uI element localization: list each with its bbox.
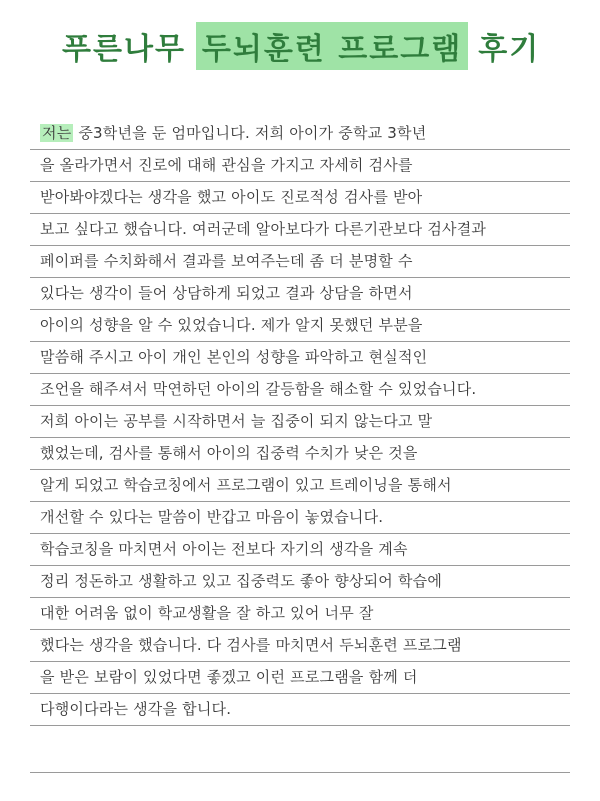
letter-line: 을 올라가면서 진로에 대해 관심을 가지고 자세히 검사를 — [40, 156, 413, 174]
letter-line: 있다는 생각이 들어 상담하게 되었고 결과 상담을 하면서 — [40, 284, 413, 302]
letter-line: 개선할 수 있다는 말씀이 반갑고 마음이 놓였습니다. — [40, 508, 384, 526]
title-highlight: 두뇌훈련 프로그램 — [196, 22, 468, 70]
letter-line: 대한 어려움 없이 학교생활을 잘 하고 있어 너무 잘 — [40, 604, 374, 622]
letter-line: 저희 아이는 공부를 시작하면서 늘 집중이 되지 않는다고 말 — [40, 412, 433, 430]
letter-line: 정리 정돈하고 생활하고 있고 집중력도 좋아 향상되어 학습에 — [40, 572, 443, 590]
letter-line: 말씀해 주시고 아이 개인 본인의 성향을 파악하고 현실적인 — [40, 348, 428, 366]
letter-line: 보고 싶다고 했습니다. 여러군데 알아보다가 다른기관보다 검사결과 — [40, 220, 487, 238]
letter-line: 알게 되었고 학습코칭에서 프로그램이 있고 트레이닝을 통해서 — [40, 476, 452, 494]
highlighted-first-word: 저는 — [42, 124, 72, 142]
ruled-line — [30, 725, 570, 726]
letter-line: 했다는 생각을 했습니다. 다 검사를 마치면서 두뇌훈련 프로그램 — [40, 636, 462, 654]
letter-line: 을 받은 보람이 있었다면 좋겠고 이런 프로그램을 함께 더 — [40, 668, 418, 686]
letter-line: 했었는데, 검사를 통해서 아이의 집중력 수치가 낮은 것을 — [40, 444, 418, 462]
letter-line: 다행이다라는 생각을 합니다. — [40, 700, 232, 718]
letter-line — [40, 118, 560, 148]
handwritten-letter — [30, 92, 570, 782]
title-part-1: 푸른나무 — [62, 32, 186, 67]
letter-line: 학습코칭을 마치면서 아이는 전보다 자기의 생각을 계속 — [40, 540, 408, 558]
title-part-2: 후기 — [478, 32, 541, 67]
letter-line: 조언을 해주셔서 막연하던 아이의 갈등함을 해소할 수 있었습니다. — [40, 380, 477, 398]
page-title — [60, 22, 542, 70]
letter-line: 페이퍼를 수치화해서 결과를 보여주는데 좀 더 분명할 수 — [40, 252, 413, 270]
letter-line: 아이의 성향을 알 수 있었습니다. 제가 알지 못했던 부분을 — [40, 316, 423, 334]
ruled-line — [30, 772, 570, 773]
letter-line-text: 중3학년을 둔 엄마입니다. 저희 아이가 중학교 3학년 — [73, 124, 427, 142]
letter-line: 받아봐야겠다는 생각을 했고 아이도 진로적성 검사를 받아 — [40, 188, 423, 206]
